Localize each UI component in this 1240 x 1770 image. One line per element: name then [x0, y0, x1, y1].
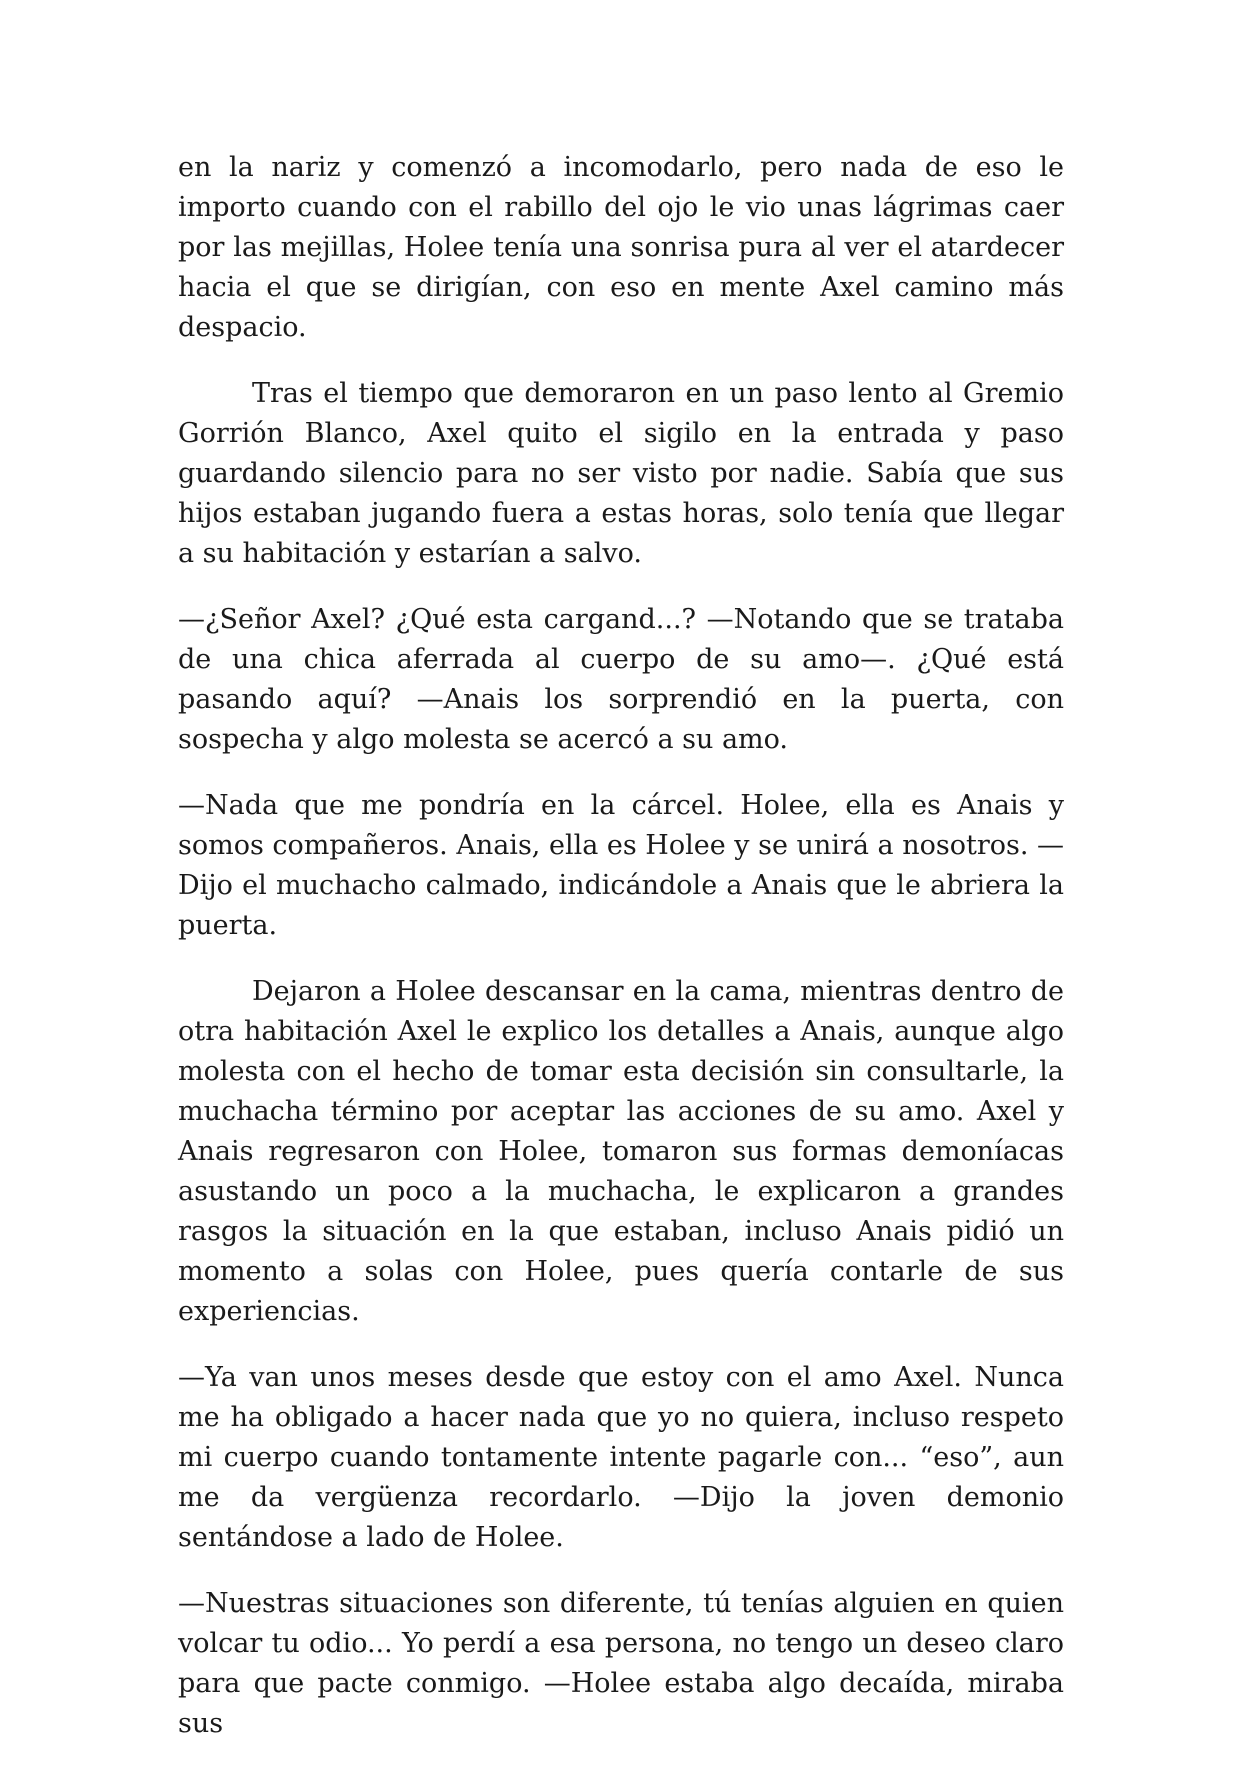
paragraph-4: —Nada que me pondría en la cárcel. Holee, ella es Anais y somos compañeros. Anais, ella es Holee y se unirá a nosotros. —Dijo el muchacho calmado, indicándole a Anais que le abriera la puerta.	[178, 790, 1065, 941]
paragraph-2: Tras el tiempo que demoraron en un paso lento al Gremio Gorrión Blanco, Axel quito el sigilo en la entrada y paso guardando silencio para no ser visto por nadie. Sabía que sus hijos estaban jugando fuera a estas horas, solo tenía que llegar a su habitación y estarían a salvo.	[178, 378, 1064, 569]
document-page	[178, 148, 1064, 1770]
paragraph-3: —¿Señor Axel? ¿Qué esta cargand...? —Notando que se trataba de una chica aferrada al cuerpo de su amo—. ¿Qué está pasando aquí? —Anais los sorprendió en la puerta, con sospecha y algo molesta se acercó a su amo.	[178, 604, 1064, 755]
paragraph-7: —Nuestras situaciones son diferente, tú tenías alguien en quien volcar tu odio... Yo perdí a esa persona, no tengo un deseo claro para que pacte conmigo. —Holee estaba algo decaída, miraba sus	[178, 1588, 1064, 1739]
paragraph-5: Dejaron a Holee descansar en la cama, mientras dentro de otra habitación Axel le explico los detalles a Anais, aunque algo molesta con el hecho de tomar esta decisión sin consultarle, la muchacha término por aceptar las acciones de su amo. Axel y Anais regresaron con Holee, tomaron sus formas demoníacas asustando un poco a la muchacha, le explicaron a grandes rasgos la situación en la que estaban, incluso Anais pidió un momento a solas con Holee, pues quería contarle de sus experiencias.	[178, 976, 1064, 1327]
paragraph-1: en la nariz y comenzó a incomodarlo, pero nada de eso le importo cuando con el rabillo del ojo le vio unas lágrimas caer por las mejillas, Holee tenía una sonrisa pura al ver el atardecer hacia el que se dirigían, con eso en mente Axel camino más despacio.	[178, 152, 1064, 343]
paragraph-6: —Ya van unos meses desde que estoy con el amo Axel. Nunca me ha obligado a hacer nada que yo no quiera, incluso respeto mi cuerpo cuando tontamente intente pagarle con... “eso”, aun me da vergüenza recordarlo. —Dijo la joven demonio sentándose a lado de Holee.	[178, 1362, 1064, 1553]
